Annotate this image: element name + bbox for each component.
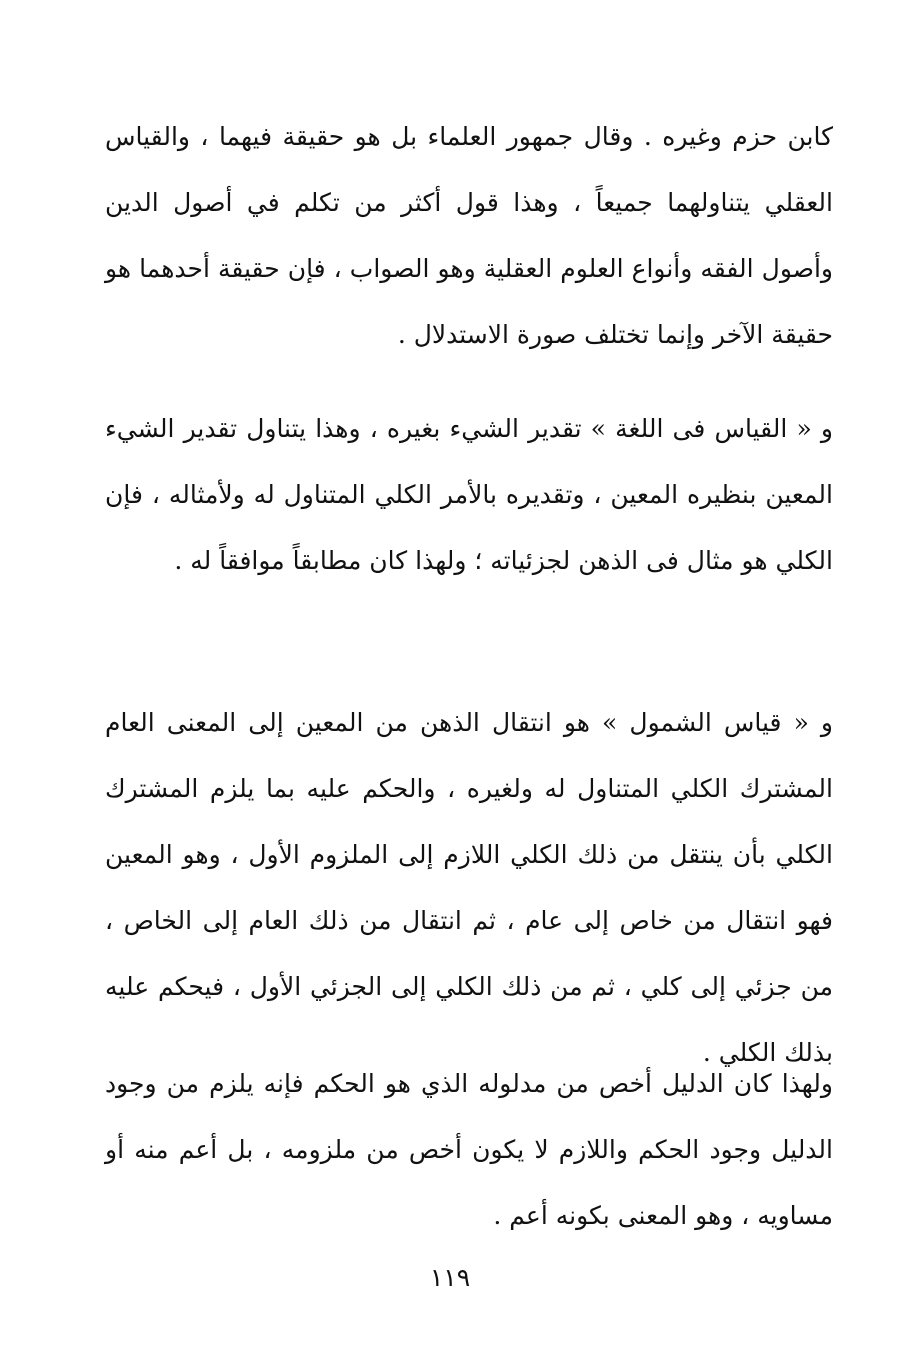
paragraph-2: و « القياس فى اللغة » تقدير الشيء بغيره ، وهذا يتناول تقدير الشيء المعين بنظيره المعين ، وتقديره بالأمر الكلي المتناول له ولأمثاله ، فإن الكلي هو مثال فى الذهن لجزئياته ؛ ولهذا كان مطابقاً موافقاً له .: [105, 414, 833, 575]
page-number: ١١٩: [429, 1263, 471, 1292]
paragraph-4: ولهذا كان الدليل أخص من مدلوله الذي هو الحكم فإنه يلزم من وجود الدليل وجود الحكم واللازم لا يكون أخص من ملزومه ، بل أعم منه أو مساويه ، وهو المعنى بكونه أعم .: [105, 1069, 833, 1230]
paragraph-1: كابن حزم وغيره . وقال جمهور العلماء بل هو حقيقة فيهما ، والقياس العقلي يتناولهما جميعاً ، وهذا قول أكثر من تكلم في أصول الدين وأصول الفقه وأنواع العلوم العقلية وهو الصواب ، فإن حقيقة أحدهما هو حقيقة الآخر وإنما تختلف صورة الاستدلال .: [105, 122, 833, 349]
paragraph-3: و « قياس الشمول » هو انتقال الذهن من المعين إلى المعنى العام المشترك الكلي المتناول له ولغيره ، والحكم عليه بما يلزم المشترك الكلي بأن ينتقل من ذلك الكلي اللازم إلى الملزوم الأول ، وهو المعين فهو انتقال من خاص إلى عام ، ثم انتقال من ذلك العام إلى الخاص ، من جزئي إلى كلي ، ثم من ذلك الكلي إلى الجزئي الأول ، فيحكم عليه بذلك الكلي .: [105, 708, 833, 1067]
